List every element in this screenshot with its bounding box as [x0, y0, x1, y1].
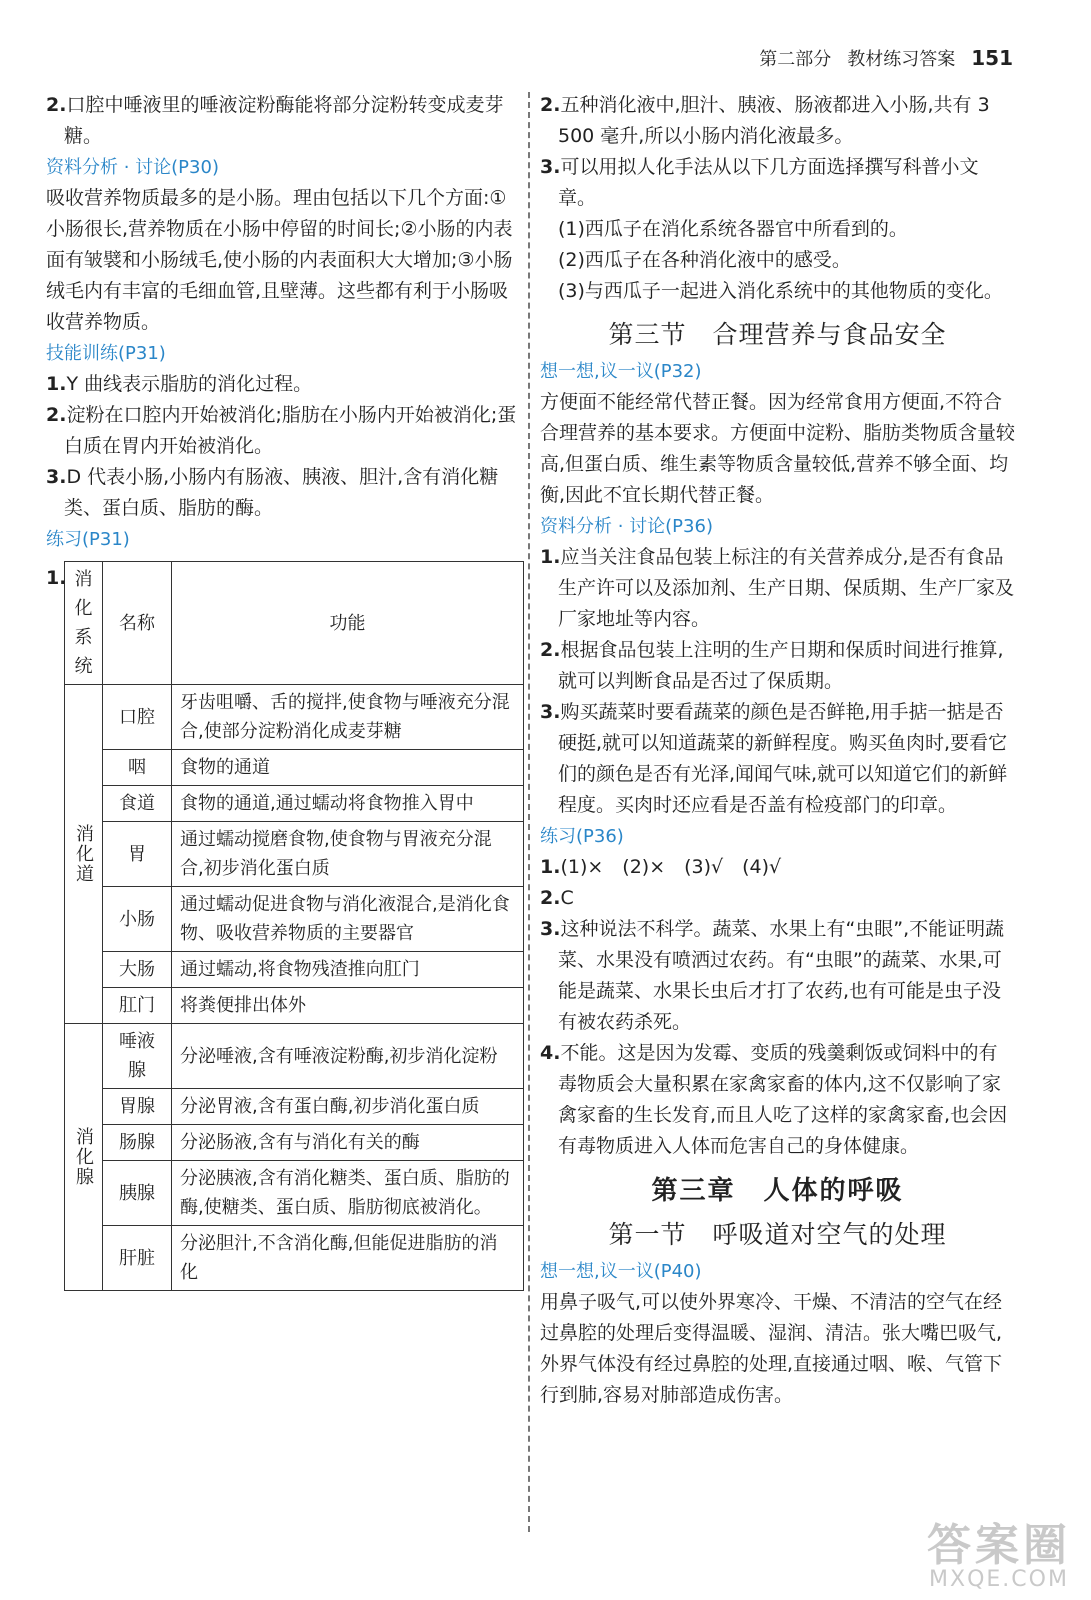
system-group-cell [65, 1024, 103, 1291]
section-title: 第一节 呼吸道对空气的处理 [608, 1220, 947, 1249]
sub-item: (1)西瓜子在消化系统各器官中所看到的。 [558, 218, 908, 240]
watermark-text: 答案圈 [927, 1520, 1071, 1571]
organ-name-cell: 口腔 [103, 685, 172, 750]
paragraph: 方便面不能经常代替正餐。因为经常食用方便面,不符合合理营养的基本要求。方便面中淀粉、脂肪类物质含量较高,但蛋白质、维生素等物质含量较低,营养不够全面、均衡,因此不宜长期代替正餐。 [540, 391, 1016, 506]
table-row [65, 786, 524, 822]
answer-item: 4.不能。这是因为发霉、变质的残羹剩饭或饲料中的有毒物质会大量积累在家禽家畜的体内,这不仅影响了家禽家畜的生长发育,而且人吃了这样的家禽家畜,也会因有毒物质进入人体而危害自己的身体健康。 [540, 1042, 1008, 1157]
organ-name-cell: 食道 [103, 786, 172, 822]
header-title: 教材练习答案 [847, 49, 956, 70]
answer-item: 2.五种消化液中,胆汁、胰液、肠液都进入小肠,共有 3 500 毫升,所以小肠内消化液最多。 [540, 94, 990, 147]
watermark-logo [927, 1509, 1071, 1592]
organ-name-cell: 肛门 [103, 988, 172, 1024]
sub-item: (2)西瓜子在各种消化液中的感受。 [558, 249, 851, 271]
table-row [65, 685, 524, 750]
organ-function-cell: 分泌胃液,含有蛋白酶,初步消化蛋白质 [172, 1089, 524, 1125]
digestive-system-table-block [46, 561, 518, 1291]
organ-function-cell: 分泌唾液,含有唾液淀粉酶,初步消化淀粉 [172, 1024, 524, 1089]
header-section: 第二部分 [759, 49, 832, 70]
table-row [65, 952, 524, 988]
organ-function-cell: 食物的通道 [172, 750, 524, 786]
table-row [65, 1161, 524, 1226]
organ-function-cell: 牙齿咀嚼、舌的搅拌,使食物与唾液充分混合,使部分淀粉消化成麦芽糖 [172, 685, 524, 750]
column-divider [528, 92, 530, 1532]
right-column [540, 90, 1015, 1411]
organ-function-cell: 将粪便排出体外 [172, 988, 524, 1024]
system-group-label: 消化腺 [73, 1127, 94, 1187]
organ-name-cell: 小肠 [103, 887, 172, 952]
organ-name-cell: 肝脏 [103, 1226, 172, 1291]
table-row [65, 1024, 524, 1089]
answer-item: 3.这种说法不科学。蔬菜、水果上有“虫眼”,不能证明蔬菜、水果没有喷洒过农药。有“虫眼”的蔬菜、水果,可能是蔬菜、水果长虫后才打了农药,也有可能是虫子没有被农药杀死。 [540, 918, 1005, 1033]
paragraph: 用鼻子吸气,可以使外界寒冷、干燥、不清洁的空气在经过鼻腔的处理后变得温暖、湿润、清洁。张大嘴巴吸气,外界气体没有经过鼻腔的处理,直接通过咽、喉、气管下行到肺,容易对肺部造成伤害。 [540, 1291, 1003, 1406]
table-row [65, 1089, 524, 1125]
table-row [65, 1125, 524, 1161]
digestive-system-table [64, 561, 524, 1291]
organ-name-cell: 肠腺 [103, 1125, 172, 1161]
organ-function-cell: 分泌胰液,含有消化糖类、蛋白质、脂肪的酶,使糖类、蛋白质、脂肪彻底被消化。 [172, 1161, 524, 1226]
organ-function-cell: 食物的通道,通过蠕动将食物推入胃中 [172, 786, 524, 822]
answer-item: 3.购买蔬菜时要看蔬菜的颜色是否鲜艳,用手掂一掂是否硬挺,就可以知道蔬菜的新鲜程度。购买鱼肉时,要看它们的颜色是否有光泽,闻闻气味,就可以知道它们的新鲜程度。买肉时还应看是否盖有检疫部门的印章。 [540, 701, 1008, 816]
section-title: 第三节 合理营养与食品安全 [608, 320, 947, 349]
sub-item: (3)与西瓜子一起进入消化系统中的其他物质的变化。 [558, 280, 1003, 302]
section-heading: 练习(P36) [540, 826, 624, 847]
table-row [65, 1226, 524, 1291]
left-column [46, 90, 518, 1291]
answer-item: 2.C [540, 887, 574, 909]
section-heading: 资料分析 · 讨论(P36) [540, 516, 713, 537]
page-header [759, 45, 1013, 71]
table-row [65, 887, 524, 952]
answer-item: 2.根据食品包装上注明的生产日期和保质时间进行推算,就可以判断食品是否过了保质期。 [540, 639, 1004, 692]
table-number: 1. [46, 567, 67, 589]
organ-name-cell: 咽 [103, 750, 172, 786]
paragraph: 吸收营养物质最多的是小肠。理由包括以下几个方面:①小肠很长,营养物质在小肠中停留的时间长;②小肠的内表面有皱襞和小肠绒毛,使小肠的内表面积大大增加;③小肠绒毛内有丰富的毛细血管,且壁薄。这些都有利于小肠吸收营养物质。 [46, 187, 513, 333]
section-heading: 练习(P31) [46, 529, 130, 550]
section-heading: 想一想,议一议(P32) [540, 361, 702, 382]
header-system: 消化系统 [65, 562, 103, 685]
organ-function-cell: 通过蠕动促进食物与消化液混合,是消化食物、吸收营养物质的主要器官 [172, 887, 524, 952]
table-row [65, 822, 524, 887]
page-number: 151 [971, 46, 1013, 70]
section-heading: 资料分析 · 讨论(P30) [46, 157, 219, 178]
answer-item: 1.(1)× (2)× (3)√ (4)√ [540, 856, 782, 878]
table-row [65, 988, 524, 1024]
organ-name-cell: 唾液腺 [103, 1024, 172, 1089]
organ-name-cell: 胃腺 [103, 1089, 172, 1125]
answer-item: 1.应当关注食品包装上标注的有关营养成分,是否有食品生产许可以及添加剂、生产日期、保质期、生产厂家及厂家地址等内容。 [540, 546, 1015, 630]
answer-item: 2.口腔中唾液里的唾液淀粉酶能将部分淀粉转变成麦芽糖。 [46, 94, 504, 147]
answer-item: 1.Y 曲线表示脂肪的消化过程。 [46, 373, 313, 395]
header-name: 名称 [103, 562, 172, 685]
section-heading: 想一想,议一议(P40) [540, 1261, 702, 1282]
organ-name-cell: 大肠 [103, 952, 172, 988]
organ-function-cell: 分泌肠液,含有与消化有关的酶 [172, 1125, 524, 1161]
watermark-url: MXQE.COM [929, 1567, 1069, 1592]
system-group-cell [65, 685, 103, 1024]
answer-item: 2.淀粉在口腔内开始被消化;脂肪在小肠内开始被消化;蛋白质在胃内开始被消化。 [46, 404, 517, 457]
organ-name-cell: 胰腺 [103, 1161, 172, 1226]
header-function: 功能 [172, 562, 524, 685]
organ-name-cell: 胃 [103, 822, 172, 887]
organ-function-cell: 通过蠕动搅磨食物,使食物与胃液充分混合,初步消化蛋白质 [172, 822, 524, 887]
table-row [65, 750, 524, 786]
answer-item: 3.D 代表小肠,小肠内有肠液、胰液、胆汁,含有消化糖类、蛋白质、脂肪的酶。 [46, 466, 499, 519]
organ-function-cell: 分泌胆汁,不含消化酶,但能促进脂肪的消化 [172, 1226, 524, 1291]
organ-function-cell: 通过蠕动,将食物残渣推向肛门 [172, 952, 524, 988]
answer-item: 3.可以用拟人化手法从以下几方面选择撰写科普小文章。 [540, 156, 979, 209]
chapter-title: 第三章 人体的呼吸 [651, 1176, 904, 1206]
section-heading: 技能训练(P31) [46, 343, 166, 364]
table-header-row [65, 562, 524, 685]
system-group-label: 消化道 [73, 824, 94, 884]
